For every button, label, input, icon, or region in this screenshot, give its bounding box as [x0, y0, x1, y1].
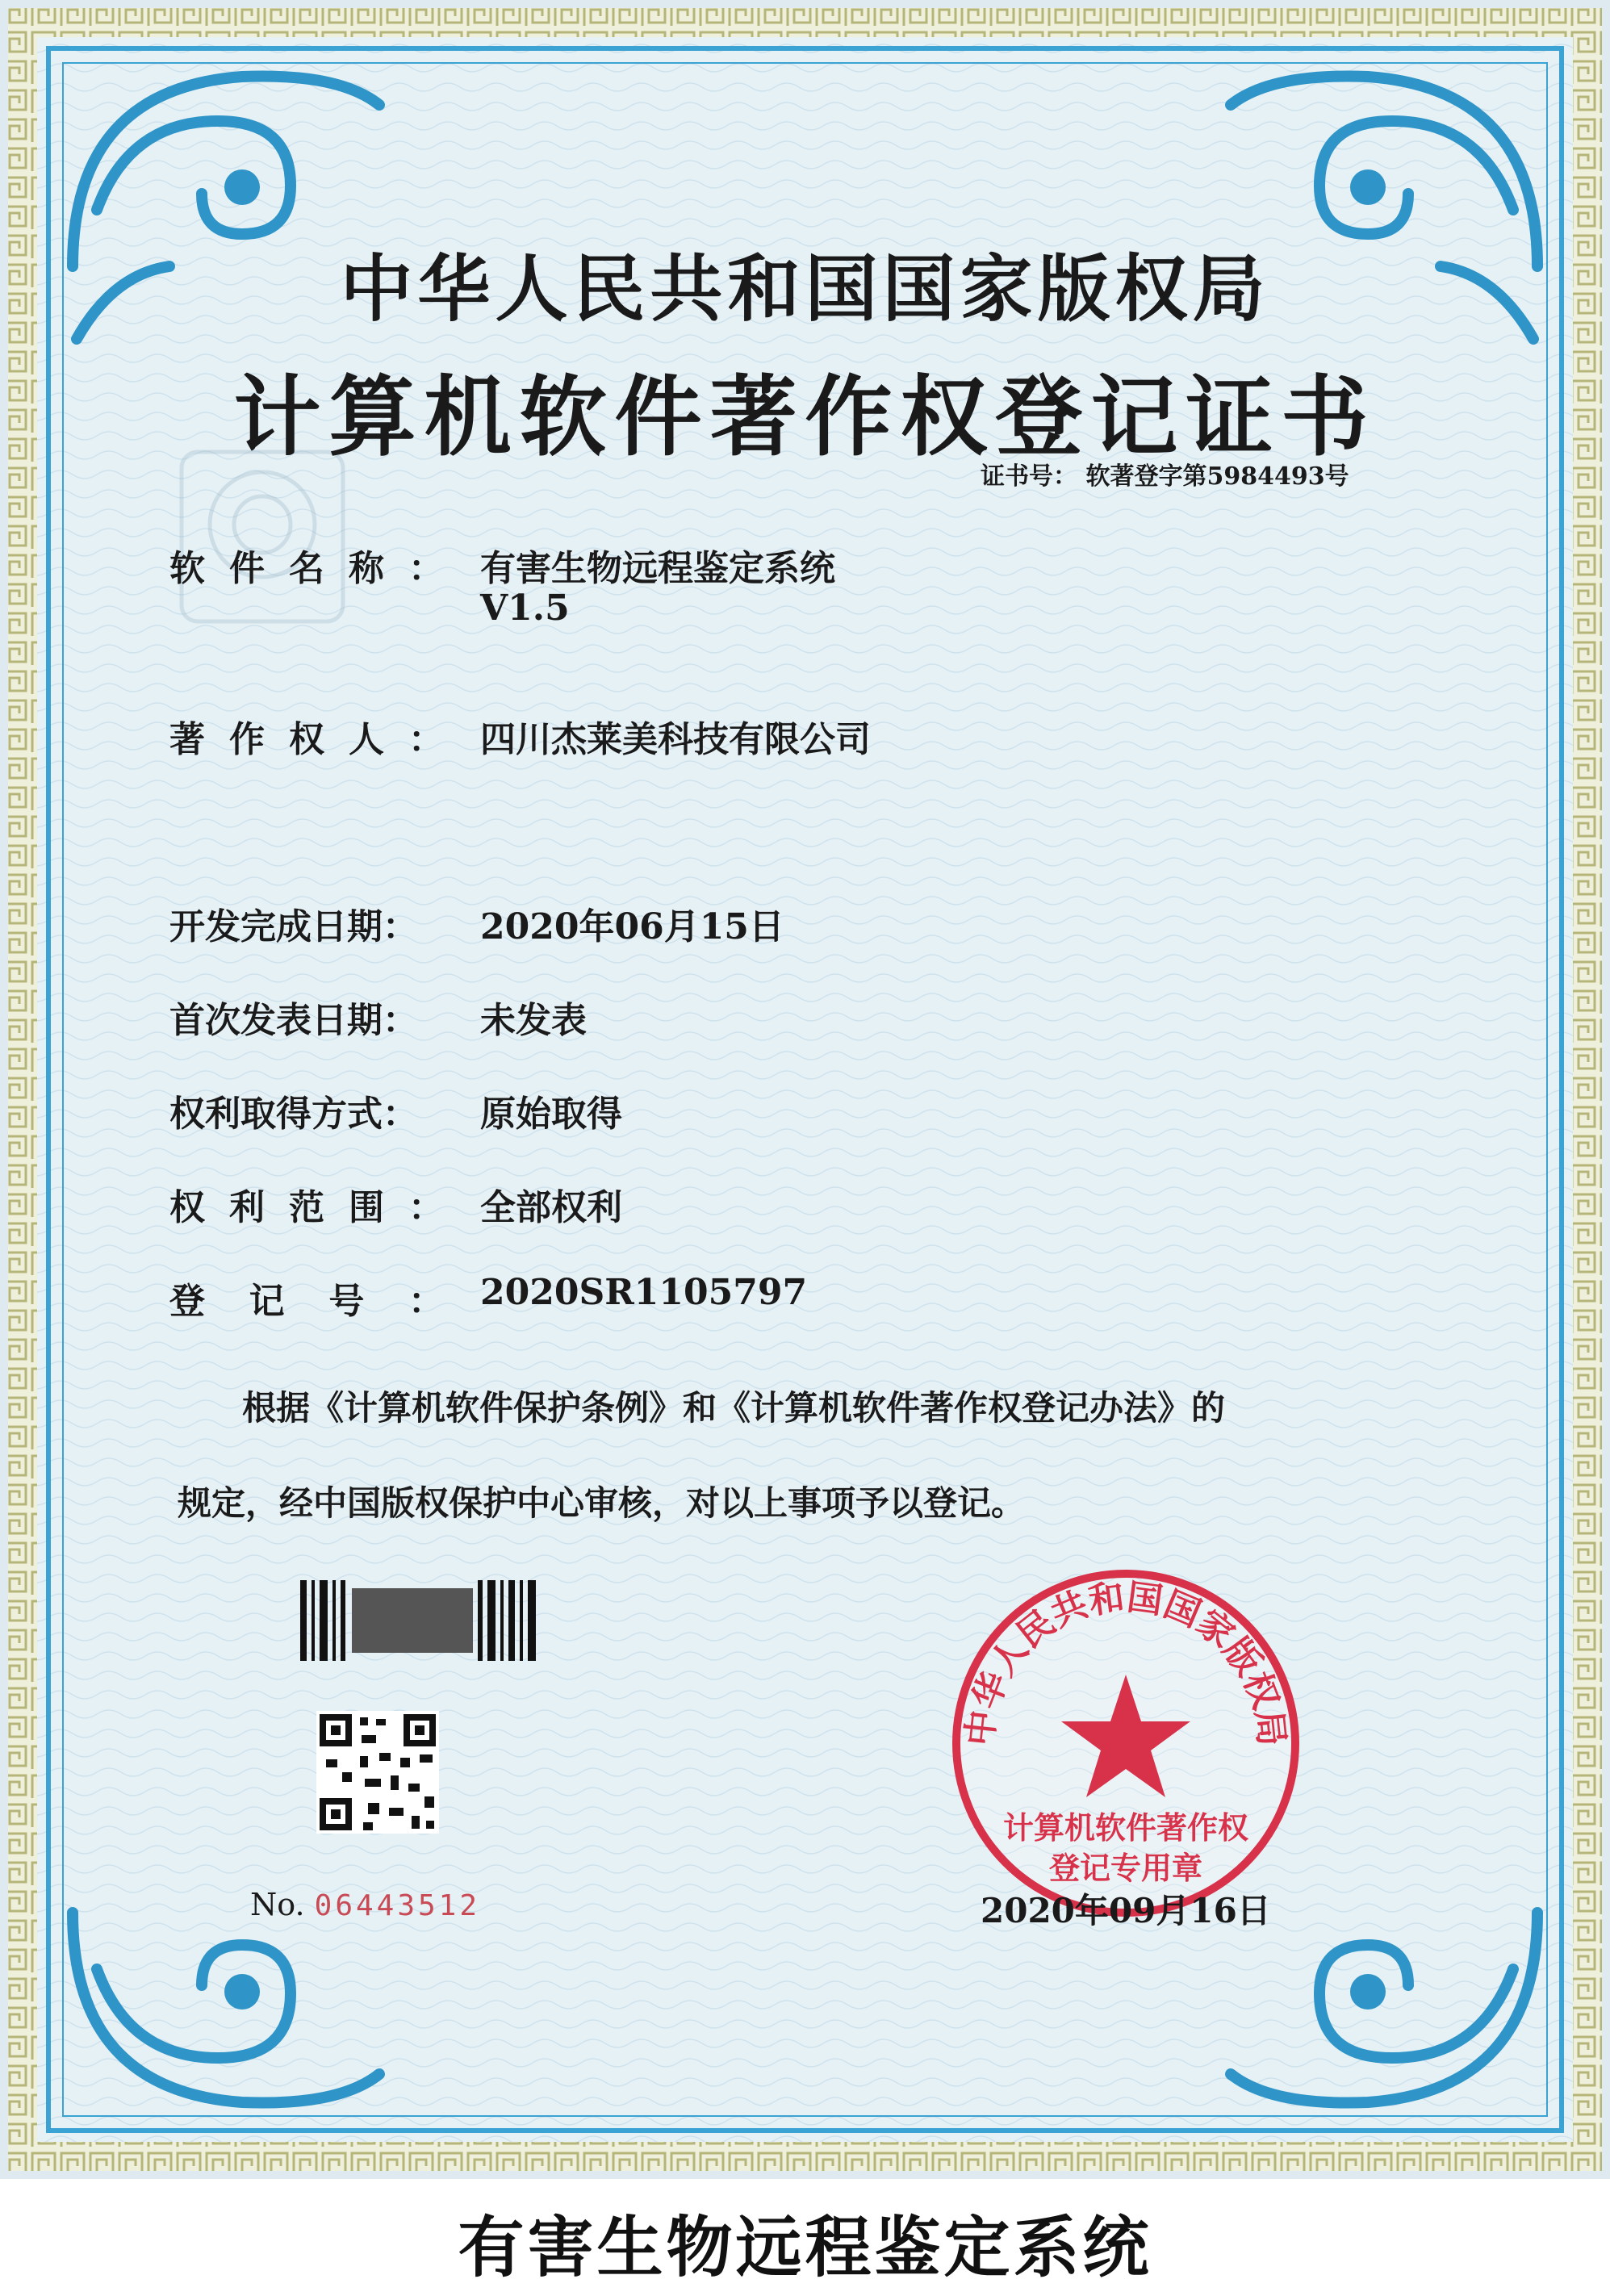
field-value-rights-scope: 全部权利	[480, 1187, 622, 1228]
field-value-registration-number: 2020SR1105797	[480, 1272, 808, 1313]
serial-number-value: 06443512	[314, 1889, 481, 1922]
field-value-copyright-owner: 四川杰莱美科技有限公司	[480, 719, 871, 760]
serial-number-label: No.	[250, 1887, 305, 1922]
issue-date: 2020年09月16日	[981, 1891, 1271, 1930]
field-value-publish-date: 未发表	[480, 1000, 587, 1041]
seal-inner-line1: 计算机软件著作权	[1002, 1810, 1249, 1846]
seal-outer-text: 中华人民共和国国家版权局	[959, 1576, 1293, 1748]
serial-number	[250, 1887, 480, 1922]
field-value-completion-date: 2020年06月15日	[480, 906, 784, 947]
field-label-acquisition-method: 权利取得方式：	[169, 1094, 418, 1135]
image-caption: 有害生物远程鉴定系统	[458, 2210, 1152, 2286]
certificate-number-value: 软著登字第5984493号	[1085, 462, 1349, 491]
field-label-software-name: 软 件 名 称 ：	[169, 548, 444, 589]
field-value-software-name: 有害生物远程鉴定系统	[480, 548, 835, 589]
certificate-title: 计算机软件著作权登记证书	[233, 366, 1377, 468]
field-value-acquisition-method: 原始取得	[480, 1094, 622, 1135]
official-seal	[956, 1574, 1295, 1913]
qr-code	[316, 1711, 439, 1834]
field-value-software-version: V1.5	[480, 588, 570, 629]
statement-line-2: 规定，经中国版权保护中心审核，对以上事项予以登记。	[178, 1483, 1026, 1523]
issuing-authority: 中华人民共和国国家版权局	[340, 246, 1270, 332]
field-label-copyright-owner: 著 作 权 人 ：	[169, 719, 444, 760]
certificate-number	[981, 456, 1349, 491]
seal-inner-line2: 登记专用章	[1048, 1851, 1203, 1886]
certificate-number-label: 证书号：	[981, 462, 1077, 491]
field-label-completion-date: 开发完成日期：	[169, 906, 418, 947]
field-label-registration-number: 登 记 号 ：	[169, 1281, 444, 1322]
field-label-rights-scope: 权 利 范 围 ：	[169, 1187, 444, 1228]
field-label-publish-date: 首次发表日期：	[169, 1000, 418, 1041]
barcode	[300, 1580, 536, 1661]
statement-line-1: 根据《计算机软件保护条例》和《计算机软件著作权登记办法》的	[242, 1388, 1226, 1428]
